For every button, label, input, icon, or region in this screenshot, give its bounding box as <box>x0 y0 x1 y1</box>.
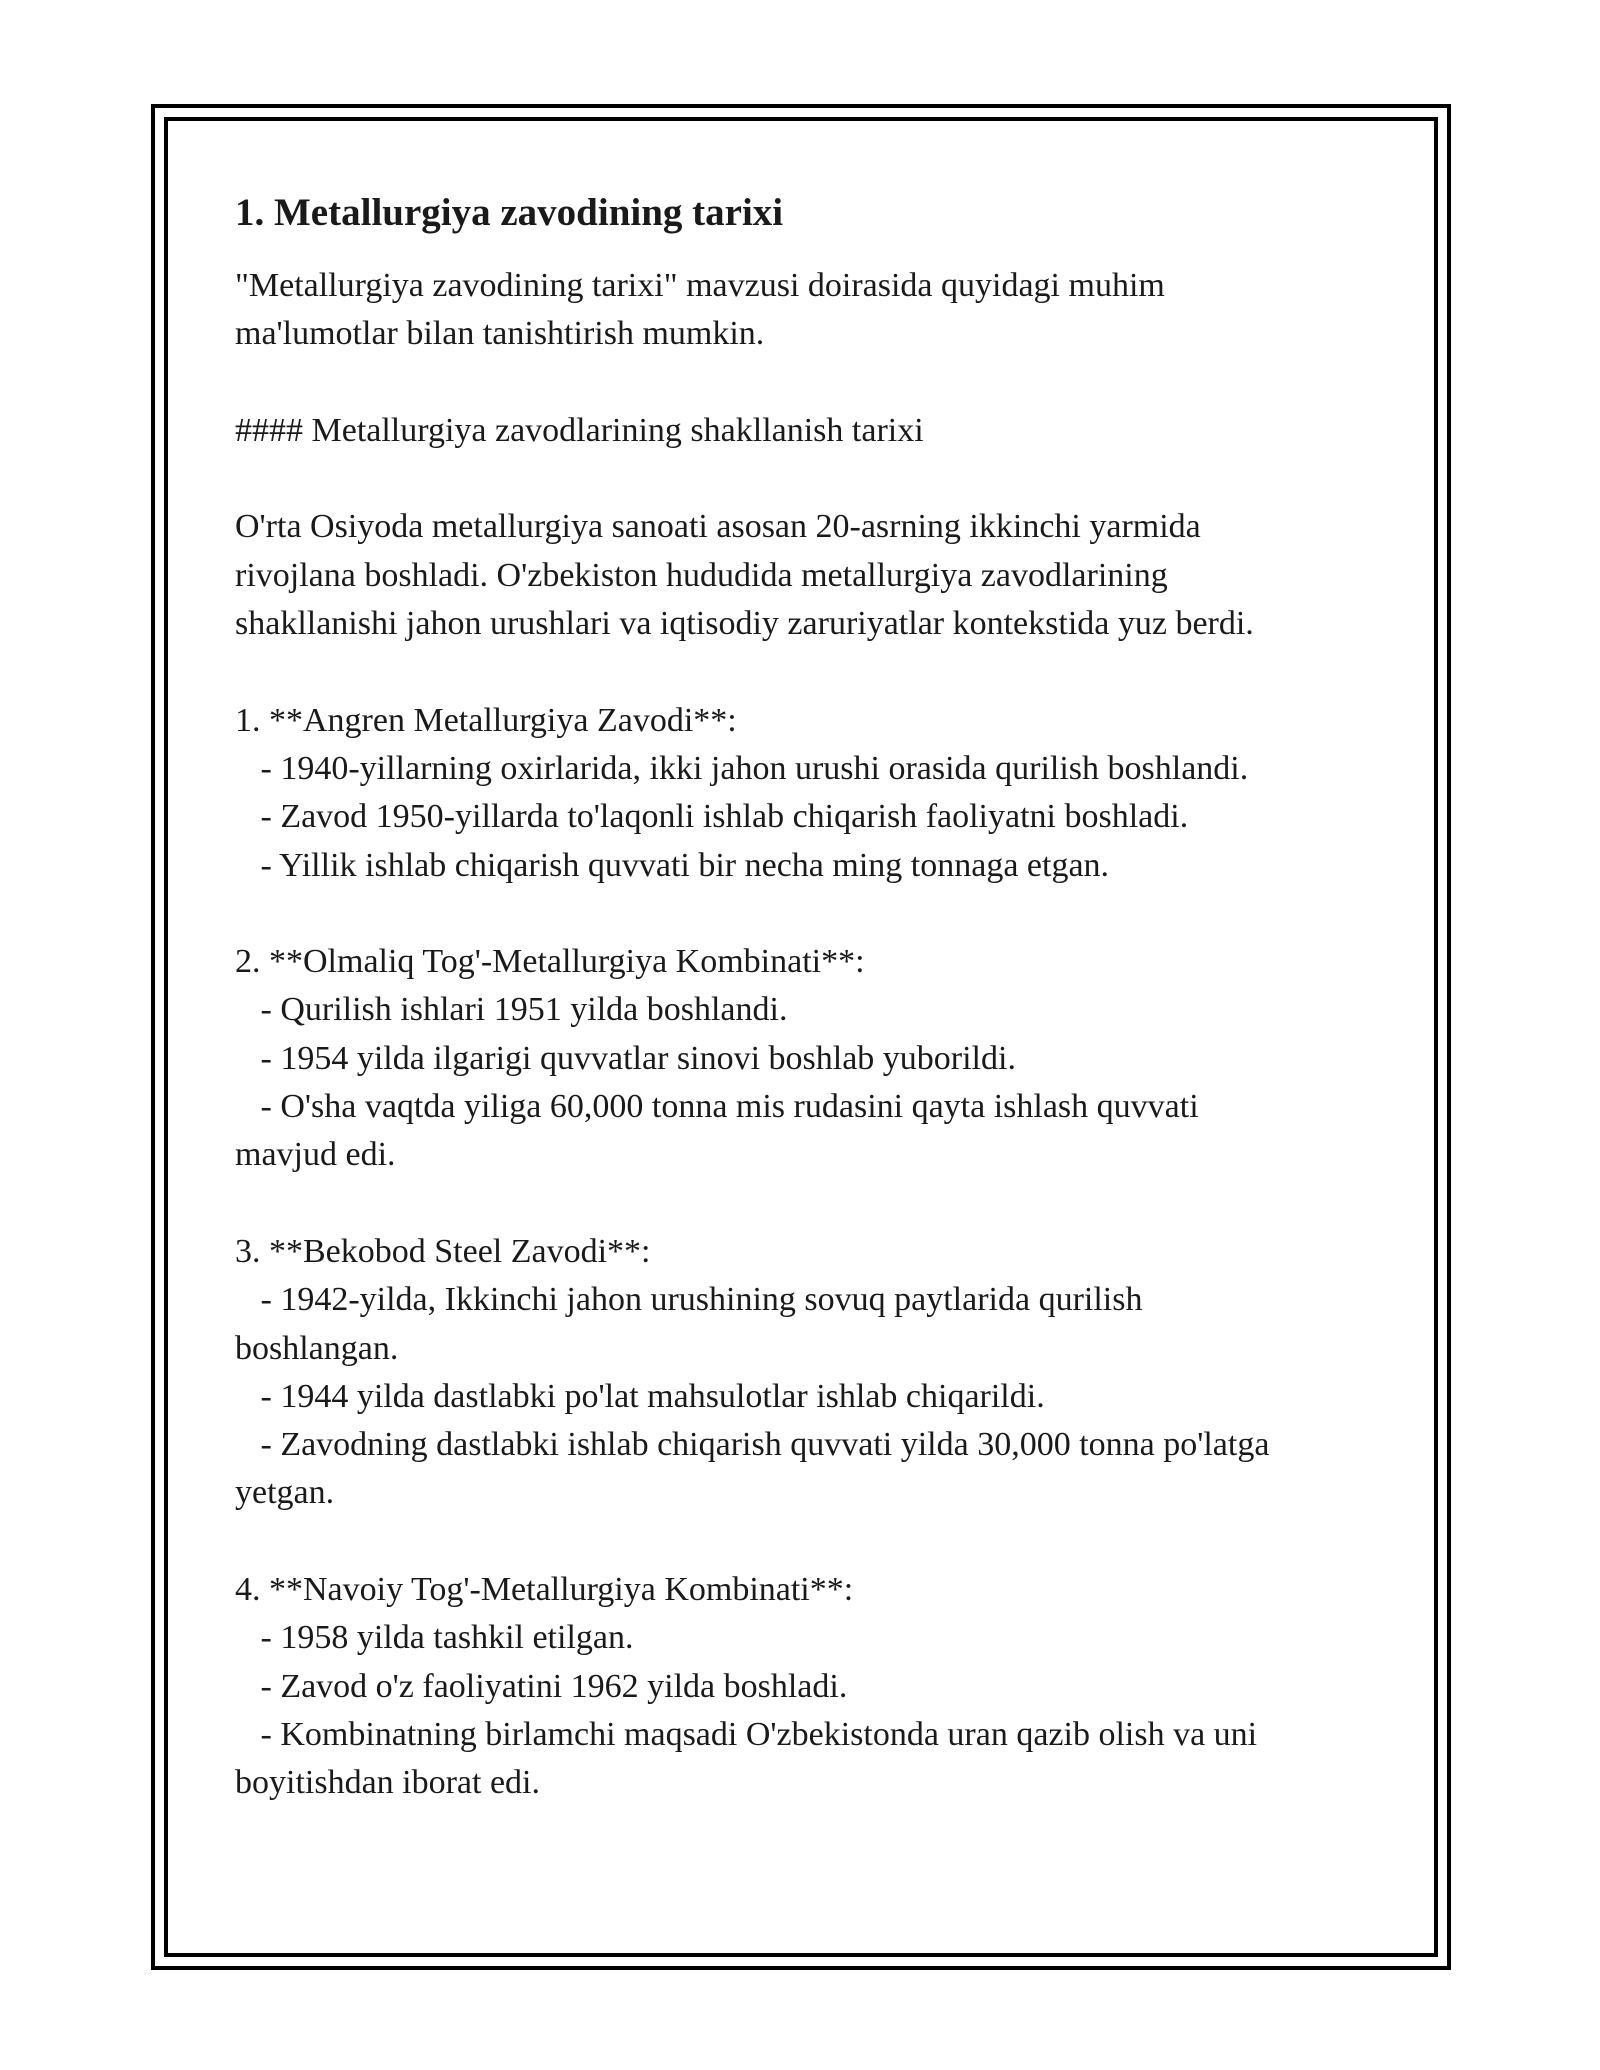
section-angren <box>235 697 1365 890</box>
section-heading: 2. **Olmaliq Tog'-Metallurgiya Kombinati**: <box>235 943 865 981</box>
history-paragraph: O'rta Osiyoda metallurgiya sanoati asosan 20-asrning ikkinchi yarmida rivojlana boshladi. O'zbekiston hududida metallurgiya zavodlarining shakllanishi jahon urushlari va iqtisodiy zaruriyatlar kontekstida yuz berdi. <box>235 508 1254 643</box>
bullet-item: - 1944 yilda dastlabki po'lat mahsulotlar ishlab chiqarildi. <box>235 1377 1045 1415</box>
section-olmaliq <box>235 938 1365 1179</box>
document-body <box>235 188 1365 1808</box>
bullet-item: - Zavod o'z faoliyatini 1962 yilda boshladi. <box>235 1667 848 1705</box>
spacer <box>235 359 1365 407</box>
bullet-item: - 1958 yilda tashkil etilgan. <box>235 1619 634 1657</box>
document-title: 1. Metallurgiya zavodining tarixi <box>235 191 784 234</box>
bullet-item: - Qurilish ishlari 1951 yilda boshlandi. <box>235 991 788 1029</box>
subheading: #### Metallurgiya zavodlarining shakllanish tarixi <box>235 411 924 449</box>
bullet-item: - O'sha vaqtda yiliga 60,000 tonna mis rudasini qayta ishlash quvvati mavjud edi. <box>235 1088 1199 1174</box>
section-heading: 4. **Navoiy Tog'-Metallurgiya Kombinati**: <box>235 1571 854 1609</box>
bullet-item: - Yillik ishlab chiqarish quvvati bir necha ming tonnaga etgan. <box>235 846 1110 884</box>
spacer <box>235 455 1365 503</box>
bullet-item: - 1954 yilda ilgarigi quvvatlar sinovi boshlab yuborildi. <box>235 1039 1016 1077</box>
bullet-item: - 1942-yilda, Ikkinchi jahon urushining sovuq paytlarida qurilish boshlangan. <box>235 1281 1143 1367</box>
intro-paragraph: "Metallurgiya zavodining tarixi" mavzusi doirasida quyidagi muhim ma'lumotlar bilan tanishtirish mumkin. <box>235 267 1165 353</box>
section-heading: 3. **Bekobod Steel Zavodi**: <box>235 1232 651 1270</box>
spacer <box>235 1518 1365 1566</box>
bullet-item: - 1940-yillarning oxirlarida, ikki jahon urushi orasida qurilish boshlandi. <box>235 749 1249 787</box>
section-navoiy <box>235 1566 1365 1807</box>
bullet-item: - Zavodning dastlabki ishlab chiqarish quvvati yilda 30,000 tonna po'latga yetgan. <box>235 1426 1270 1512</box>
bullet-item: - Kombinatning birlamchi maqsadi O'zbekistonda uran qazib olish va uni boyitishdan iborat edi. <box>235 1715 1258 1802</box>
bullet-item: - Zavod 1950-yillarda to'laqonli ishlab chiqarish faoliyatni boshladi. <box>235 798 1189 836</box>
section-heading: 1. **Angren Metallurgiya Zavodi**: <box>235 701 737 739</box>
spacer <box>235 648 1365 696</box>
spacer <box>235 1180 1365 1228</box>
spacer <box>235 890 1365 938</box>
section-bekobod <box>235 1228 1365 1518</box>
